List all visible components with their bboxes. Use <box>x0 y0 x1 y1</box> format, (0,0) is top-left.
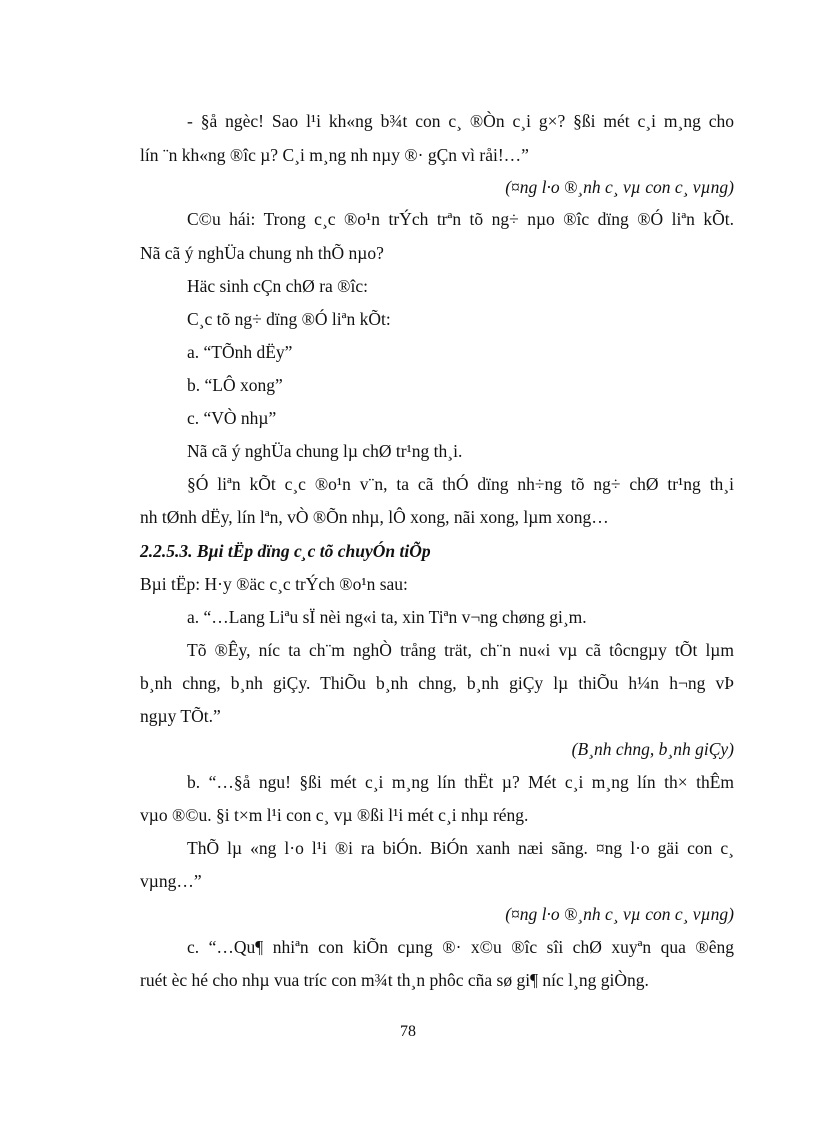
text-line: C¸c tõ ng÷ dïng ®Ó liªn kÕt: <box>187 309 391 329</box>
text-line: lín ¨n kh«ng ®îc µ? C¸i m¸ng nh nµy ®· gÇn vì råi!…” <box>140 145 529 165</box>
list-item: a. “TÕnh dËy” <box>187 342 293 362</box>
source-citation: (¤ng l·o ®¸nh c¸ vµ con c¸ vµng) <box>505 177 734 197</box>
text-line: a. “…Lang Liªu sÏ nèi ng«i ta, xin Tiªn v¬ng chøng gi¸m. <box>187 607 587 627</box>
list-item: c. “VÒ nhµ” <box>187 408 277 428</box>
text-line: Nã cã ý nghÜa chung nh thÕ nµo? <box>140 243 384 263</box>
source-citation: (¤ng l·o ®¸nh c¸ vµ con c¸ vµng) <box>505 904 734 924</box>
text-line: Häc sinh cÇn chØ ra ®îc: <box>187 276 368 296</box>
text-line: c. “…Qu¶ nhiªn con kiÕn cµng ®· x©u ®îc sîi chØ xuyªn qua ®êng <box>187 937 734 957</box>
text-line: nh tØnh dËy, lín lªn, vÒ ®Õn nhµ, lÔ xong, nãi xong, lµm xong… <box>140 507 609 527</box>
source-citation: (B¸nh chng, b¸nh giÇy) <box>571 739 734 759</box>
page-number: 78 <box>400 1023 416 1040</box>
text-line: ThÕ lµ «ng l·o l¹i ®i ra biÓn. BiÓn xanh næi sãng. ¤ng l·o gäi con c¸ <box>187 838 734 858</box>
text-line: b. “…§å ngu! §ßi mét c¸i m¸ng lín thËt µ? Mét c¸i m¸ng lín th× thÊm <box>187 772 734 792</box>
text-line: vµng…” <box>140 871 202 891</box>
text-line: Tõ ®Êy, níc ta ch¨m nghÒ trång trät, ch¨n nu«i vµ cã tôcngµy tÕt lµm <box>187 640 734 660</box>
text-line: Nã cã ý nghÜa chung lµ chØ tr¹ng th¸i. <box>187 441 463 461</box>
text-line: Bµi tËp: H·y ®äc c¸c trÝch ®o¹n sau: <box>140 574 408 594</box>
text-line: C©u hái: Trong c¸c ®o¹n trÝch trªn tõ ng÷ nµo ®îc dïng ®Ó liªn kÕt. <box>187 209 734 229</box>
text-line: vµo ®©u. §i t×m l¹i con c¸ vµ ®ßi l¹i mét c¸i nhµ réng. <box>140 805 529 825</box>
text-line: §Ó liªn kÕt c¸c ®o¹n v¨n, ta cã thÓ dïng nh÷ng tõ ng÷ chØ tr¹ng th¸i <box>187 474 734 494</box>
text-line: b¸nh chng, b¸nh giÇy. ThiÕu b¸nh chng, b¸nh giÇy lµ thiÕu h¼n h¬ng vÞ <box>140 673 734 693</box>
text-line: ngµy TÕt.” <box>140 706 221 726</box>
section-heading: 2.2.5.3. Bµi tËp dïng c¸c tõ chuyÓn tiÕp <box>140 541 431 561</box>
text-line: - §å ngèc! Sao l¹i kh«ng b¾t con c¸ ®Òn c¸i g×? §ßi mét c¸i m¸ng cho <box>187 111 734 131</box>
list-item: b. “LÔ xong” <box>187 375 283 395</box>
text-line: ruét èc hé cho nhµ vua tríc con m¾t th¸n phôc cña sø gi¶ níc l¸ng giÒng. <box>140 970 649 990</box>
